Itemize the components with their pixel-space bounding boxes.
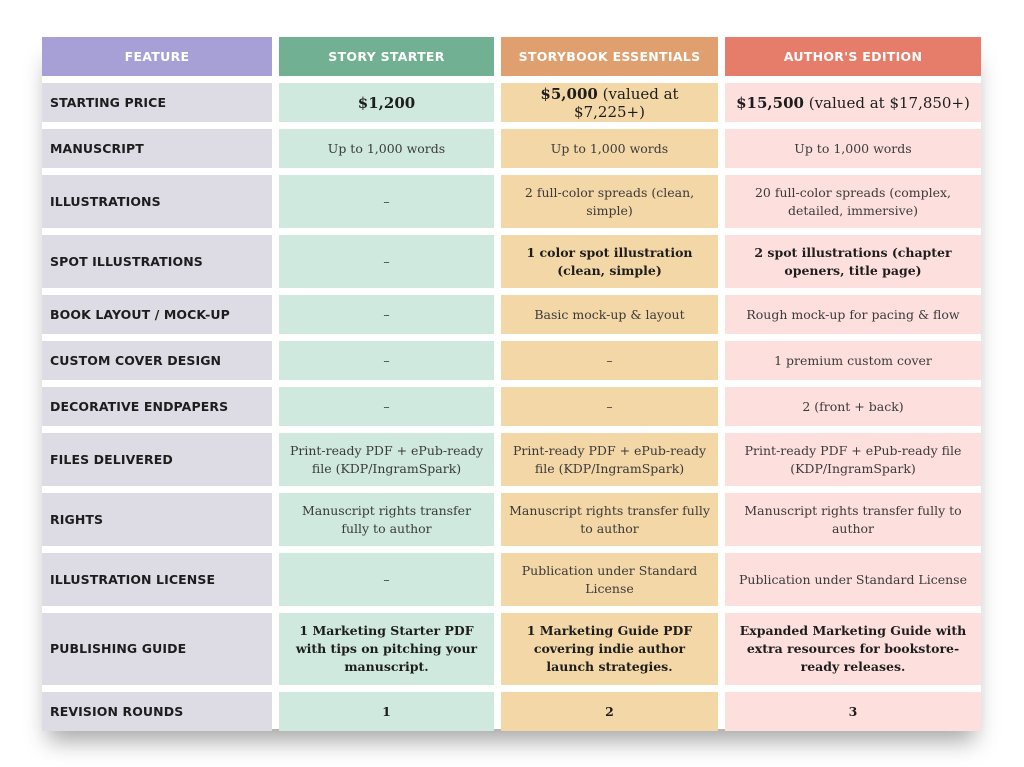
feature-label: DECORATIVE ENDPAPERS [42, 387, 272, 426]
feature-label: SPOT ILLUSTRATIONS [42, 235, 272, 288]
header-storybook-essentials: STORYBOOK ESSENTIALS [501, 37, 718, 76]
table-cell: Up to 1,000 words [501, 129, 718, 168]
feature-label: MANUSCRIPT [42, 129, 272, 168]
table-cell: 2 spot illustrations (chapter openers, title page) [725, 235, 981, 288]
table-cell: 1 color spot illustration (clean, simple) [501, 235, 718, 288]
table-cell: 20 full-color spreads (complex, detailed, immersive) [725, 175, 981, 228]
table-cell: – [501, 341, 718, 380]
price-note: (valued at $7,225+) [574, 84, 679, 121]
header-feature: FEATURE [42, 37, 272, 76]
feature-label: PUBLISHING GUIDE [42, 613, 272, 685]
table-cell: Print-ready PDF + ePub-ready file (KDP/IngramSpark) [279, 433, 494, 486]
price-amount: $1,200 [357, 93, 416, 112]
feature-label: ILLUSTRATION LICENSE [42, 553, 272, 606]
price-amount: $5,000 [540, 84, 598, 103]
feature-label: STARTING PRICE [42, 83, 272, 122]
table-cell: – [279, 553, 494, 606]
table-cell: Manuscript rights transfer fully to author [725, 493, 981, 546]
header-authors-edition: AUTHOR'S EDITION [725, 37, 981, 76]
table-cell: Manuscript rights transfer fully to author [501, 493, 718, 546]
table-cell: 1 Marketing Starter PDF with tips on pitching your manuscript. [279, 613, 494, 685]
table-cell: Print-ready PDF + ePub-ready file (KDP/IngramSpark) [725, 433, 981, 486]
table-cell: Up to 1,000 words [725, 129, 981, 168]
table-cell: 1 Marketing Guide PDF covering indie author launch strategies. [501, 613, 718, 685]
feature-label: BOOK LAYOUT / MOCK-UP [42, 295, 272, 334]
price-cell [725, 83, 981, 122]
table-cell: – [279, 295, 494, 334]
table-cell: – [279, 175, 494, 228]
price-note: (valued at $17,850+) [808, 93, 970, 112]
table-cell: Manuscript rights transfer fully to author [279, 493, 494, 546]
price-cell [501, 83, 718, 122]
header-story-starter: STORY STARTER [279, 37, 494, 76]
table-cell: 2 [501, 692, 718, 731]
table-cell: – [279, 235, 494, 288]
table-cell: Publication under Standard License [501, 553, 718, 606]
table-cell: 3 [725, 692, 981, 731]
feature-label: ILLUSTRATIONS [42, 175, 272, 228]
pricing-comparison-table [42, 37, 981, 731]
feature-label: RIGHTS [42, 493, 272, 546]
table-cell: Rough mock-up for pacing & flow [725, 295, 981, 334]
table-cell: 2 full-color spreads (clean, simple) [501, 175, 718, 228]
feature-label: REVISION ROUNDS [42, 692, 272, 731]
table-cell: Expanded Marketing Guide with extra resources for bookstore-ready releases. [725, 613, 981, 685]
table-cell: 1 premium custom cover [725, 341, 981, 380]
table-cell: Print-ready PDF + ePub-ready file (KDP/IngramSpark) [501, 433, 718, 486]
table-cell: 1 [279, 692, 494, 731]
feature-label: CUSTOM COVER DESIGN [42, 341, 272, 380]
feature-label: FILES DELIVERED [42, 433, 272, 486]
table-cell: Publication under Standard License [725, 553, 981, 606]
table-cell: – [279, 341, 494, 380]
table-cell: Up to 1,000 words [279, 129, 494, 168]
table-cell: Basic mock-up & layout [501, 295, 718, 334]
table-cell: – [501, 387, 718, 426]
price-cell [279, 83, 494, 122]
table-cell: – [279, 387, 494, 426]
price-amount: $15,500 [736, 93, 804, 112]
table-cell: 2 (front + back) [725, 387, 981, 426]
